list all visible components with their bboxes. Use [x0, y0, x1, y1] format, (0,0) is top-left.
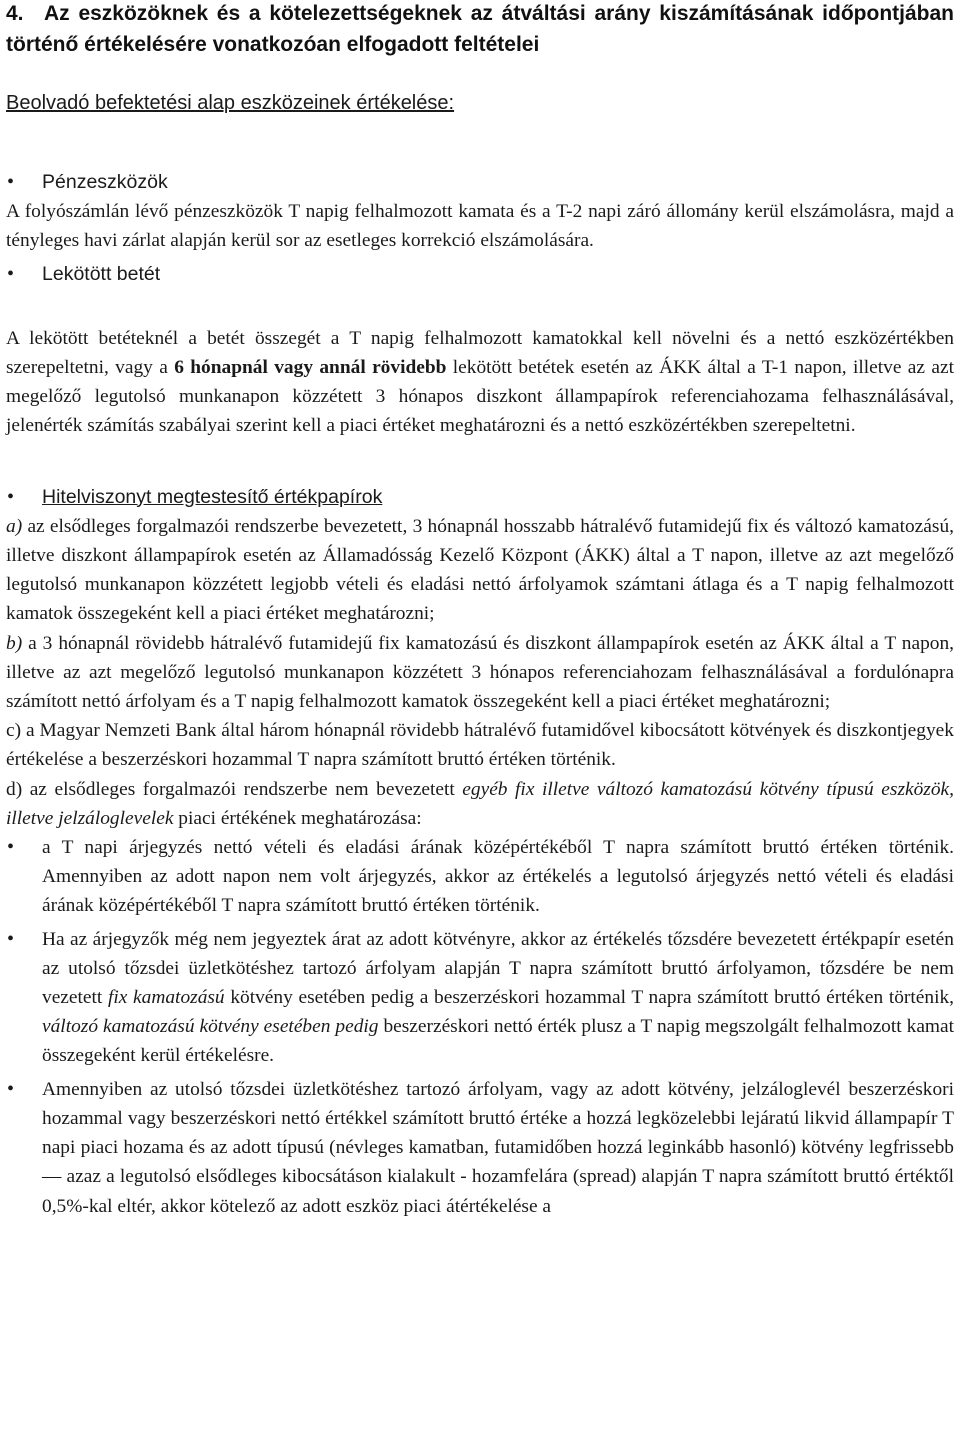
sub-bullet-2-text-c: beszerzéskori nettó érték plusz a T napig megszolgált felhalmozott kamat összegeként kerül értékelésre. — [42, 1016, 954, 1067]
item-d-italic: egyéb fix illetve változó kamatozású kötvény típusú eszközök, illetve jelzáloglevelek — [6, 778, 954, 829]
bullet-lekotott — [6, 260, 954, 289]
section-number: 4. — [6, 2, 24, 25]
penzeszkozok-title: Pénzeszközök — [42, 171, 168, 193]
lekotott-text — [6, 324, 954, 441]
bullet-hitelviszony — [6, 483, 954, 512]
sub-bullet-1-text: a T napi árjegyzés nettó vételi és eladási árának középértékéből T napra számított bruttó értéken történik. Amennyiben az adott napon nem volt árjegyzés, akkor az értékelés a legutolsó árjegyzés nettó vételi és eladási árának középértékéből T napra számított bruttó értéken történik. — [42, 837, 954, 917]
subheading: Beolvadó befektetési alap eszközeinek értékelése: — [6, 92, 455, 114]
hitelviszony-item-b — [6, 629, 954, 717]
hitelviszony-title: Hitelviszonyt megtestesítő értékpapírok — [42, 485, 383, 508]
item-a-text: az elsődleges forgalmazói rendszerbe bevezetett, 3 hónapnál hosszabb hátralévő futamidejű fix és változó kamatozású, illetve diszkont állampapírok esetén az Államadósság Kezelő Központ (ÁKK) által a T napon, illetve az azt megelőző legutolsó munkanapon közzétett legjobb vételi és eladási nettó árfolyamok számtani átlaga és a T napig felhalmozott kamatok összegeként kell a piaci értéket meghatározni; — [6, 515, 954, 625]
sub-bullet-2-text-b: kötvény esetében pedig a beszerzéskori hozammal T napra számított bruttó értéken történik, — [224, 987, 954, 1009]
section-title: Az eszközöknek és a kötelezettségeknek az átváltási arány kiszámításának időpontjában történő értékelésére vonatkozóan elfogadott feltételei — [6, 2, 954, 56]
item-d-start: d) az elsődleges forgalmazói rendszerbe nem bevezetett — [6, 778, 463, 800]
lekotott-text-start: A lekötött betéteknél a betét összegét a T napig felhalmozott kamatokkal kell növelni és a nettó eszközértékben szerepeltetni, vagy a — [6, 327, 954, 379]
bullet-icon: • — [7, 836, 15, 859]
hitelviszony-item-a — [6, 512, 954, 629]
bullet-icon: • — [7, 262, 15, 285]
sub-bullet-2 — [6, 925, 954, 1071]
bullet-penzeszkozok — [6, 168, 954, 197]
item-d-end: piaci értékének meghatározása: — [173, 807, 422, 829]
sub-bullet-3 — [6, 1075, 954, 1221]
bullet-icon: • — [7, 1077, 15, 1100]
bullet-icon: • — [7, 927, 15, 950]
lekotott-text-bold: 6 hónapnál vagy annál rövidebb — [174, 357, 447, 379]
hitelviszony-item-c: c) a Magyar Nemzeti Bank által három hónapnál rövidebb hátralévő futamidővel kibocsátott kötvények és diszkontjegyek értékelése a beszerzéskori hozammal T napra számított bruttó értéken történik. — [6, 720, 954, 771]
document-page — [6, 0, 954, 1221]
bullet-icon: • — [7, 171, 15, 193]
section-heading — [6, 0, 954, 60]
sub-bullet-2-italic-2: változó kamatozású kötvény esetében pedig — [42, 1016, 379, 1038]
lekotott-title: Lekötött betét — [42, 262, 161, 285]
item-b-text: a 3 hónapnál rövidebb hátralévő futamidejű fix kamatozású és diszkont állampapírok esetén az ÁKK által a T napon, illetve az azt megelőző legutolsó munkanapon közzétett 3 hónapos referenciahozam felhasználásával a fordulónapra számított nettó árfolyam és a T napig felhalmozott kamatok összegeként kell a piaci értéket meghatározni; — [6, 632, 954, 713]
penzeszkozok-text: A folyószámlán lévő pénzeszközök T napig felhalmozott kamata és a T-2 napi záró állomány kerül elszámolásra, majd a tényleges havi zárlat alapján kerül sor az esetleges korrekció elszámolására. — [6, 201, 954, 252]
sub-bullet-2-italic-1: fix kamatozású — [107, 987, 225, 1009]
hitelviszony-item-d — [6, 775, 954, 833]
item-b-label: b) — [6, 632, 23, 654]
sub-bullet-3-text: Amennyiben az utolsó tőzsdei üzletkötéshez tartozó árfolyam, vagy az adott kötvény, jelzáloglevél beszerzéskori hozammal vagy beszerzéskori nettó értékkel számított bruttó értéke a hozzá legközelebbi lejáratú likvid állampapír T napi piaci hozama és az adott típusú (névleges kamatban, futamidőben hozzá leginkább hasonló) kötvény legfrissebb — azaz a legutolsó elsődleges kibocsátáson kialakult - hozamfelára (spread) alapján T napra számított bruttó értéktől 0,5%-kal eltér, akkor kötelező az adott eszköz piaci átértékelése a — [42, 1078, 954, 1217]
lekotott-text-end: lekötött betétek esetén az ÁKK által a T-1 napon, illetve az azt megelőző legutolsó munkanapon közzétett 3 hónapos diszkont állampapírok referenciahozama felhasználásával, jelenérték számítás szabályai szerint kell a piaci értéket meghatározni és a nettó eszközértékben szerepeltetni. — [6, 357, 954, 437]
sub-bullet-2-text-a: Ha az árjegyzők még nem jegyeztek árat az adott kötvényre, akkor az értékelés tőzsdére bevezetett értékpapír esetén az utolsó tőzsdei üzletkötéshez tartozó árfolyam alapján T napra számított bruttó árfolyamon, tőzsdére be nem vezetett — [42, 928, 954, 1009]
sub-bullet-1 — [6, 833, 954, 921]
bullet-icon: • — [7, 485, 15, 508]
item-a-label: a) — [6, 515, 23, 537]
